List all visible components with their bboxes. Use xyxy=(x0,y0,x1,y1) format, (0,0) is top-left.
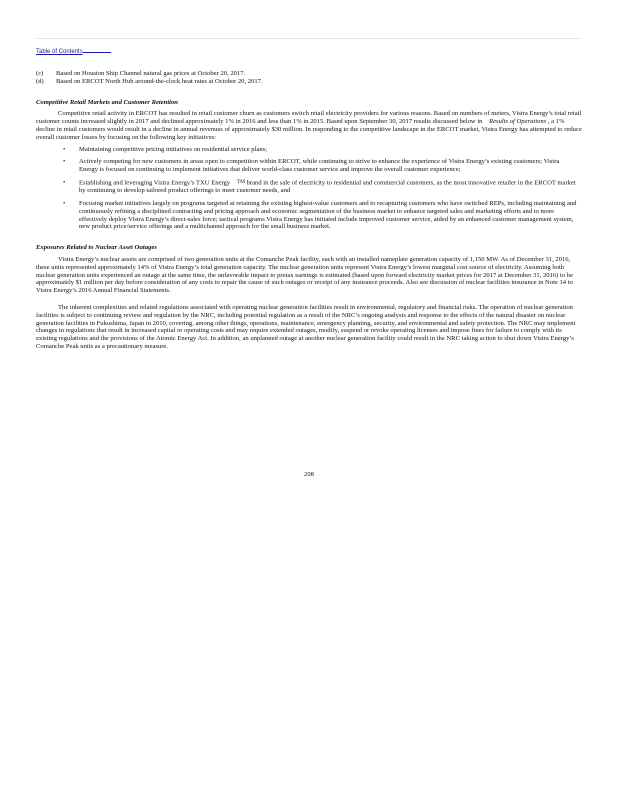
footnote-d: (d) Based on ERCOT North Hub around-the-clock heat rates at October 20, 2017. xyxy=(36,77,263,85)
nuclear-paragraph-2: The inherent complexities and related regulations associated with operating nuclear generation facilities result in environmental, regulatory and financial risks. The operation of nuclear generation facilities is subject to continuing review and regulation by the NRC, including potential regulation as a result of the NRC’s ongoing analysis and response to the effects of the natural disaster on nuclear generation facilities in Fukushima, Japan in 2010, covering, among other things, operations, maintenance, emergency planning, security, and environmental and safety protection. The NRC may implement changes in regulations that result in increased capital or operating costs and may require extended outages, modify, suspend or revoke operating licenses and impose fines for failure to comply with its existing regulations and the provisions of the Atomic Energy Act. In addition, an unplanned outage at another nuclear generation facility could result in the NRC taking action to shut down Vistra Energy’s Comanche Peak units as a precautionary measure. xyxy=(36,304,576,351)
section-heading-retail: Competitive Retail Markets and Customer Retention xyxy=(36,98,178,106)
results-of-operations-ref: Results of Operations xyxy=(489,118,547,126)
page-number: 208 xyxy=(304,471,314,478)
bullet-marker: • xyxy=(63,158,66,166)
bullet-marker: • xyxy=(63,145,66,153)
nuclear-paragraph-1: Vistra Energy’s nuclear assets are comprised of two generation units at the Comanche Peak facility, each with an installed nameplate generation capacity of 1,150 MW. As of December 31, 2016, these units represented approximately 14% of Vistra Energy’s total generation capacity. The nuclear generation units represent Vistra Energy’s lowest marginal cost source of electricity. Assuming both nuclear generation units experienced an outage at the same time, the unfavorable impact to pretax earnings is estimated (based upon forward electricity market prices for 2017 at December 31, 2016) to be approximately $1 million per day before consideration of any costs to repair the cause of such outages or receipt of any insurance proceeds. Also see discussion of nuclear facilities insurance in Note 14 to Vistra Energy’s 2016 Annual Financial Statements. xyxy=(36,256,574,295)
section-heading-nuclear: Exposures Related to Nuclear Asset Outages xyxy=(36,244,157,252)
table-of-contents-link[interactable]: Table of Contents xyxy=(36,48,111,55)
trademark-mark: TM xyxy=(236,178,245,185)
bullet-marker: • xyxy=(63,178,66,186)
list-item: • Establishing and leveraging Vistra Energy’s TXU Energy ™ brand in the sale of electricity to residential and commercial customers, as the most innovative retailer in the ERCOT market by continuing to develop tailored product offerings to meet customer needs, and xyxy=(36,179,584,195)
page-content xyxy=(36,70,584,355)
list-item: • Actively competing for new customers in areas open to competition within ERCOT, while continuing to strive to enhance the experience of Vistra Energy’s existing customers; Vistra Energy is focused on continuing to implement initiatives that deliver world-class customer service and improve the overall customer experience; xyxy=(36,158,584,174)
retail-initiatives-list xyxy=(36,146,584,232)
top-divider xyxy=(36,38,582,39)
list-item: • Maintaining competitive pricing initiatives on residential service plans; xyxy=(36,146,584,154)
footnote-c: (c) Based on Houston Ship Channel natural gas prices at October 20, 2017. xyxy=(36,70,246,77)
retail-intro-paragraph: Competitive retail activity in ERCOT has resulted in retail customer churn as customers switch retail electricity providers for various reasons. Based on numbers of meters, Vistra Energy’s total retail customer counts increased slightly in 2017 and declined approximately 1% in 2016 and less than 1% in 2015. Based upon September 30, 2017 results discussed below in Results of Operations , a 1% decline in retail customers would result in a decline in annual revenues of approximately $30 million. In responding to the competitive landscape in the ERCOT market, Vistra Energy has attempted to reduce overall customer losses by focusing on the following key initiatives: xyxy=(36,110,582,141)
list-item: • Focusing market initiatives largely on programs targeted at retaining the existing highest-value customers and to recapturing customers who have switched REPs, including maintaining and continuously refining a disciplined contracting and pricing approach and economic segmentation of the business market to enhance targeted sales and marketing efforts and to more effectively deploy Vistra Energy’s direct-sales force; tactical programs Vistra Energy has initiated include improved customer service, aided by an enhanced customer management system, new product price/service offerings and a multichannel approach for the small business market. xyxy=(36,200,584,231)
bullet-marker: • xyxy=(63,200,66,208)
